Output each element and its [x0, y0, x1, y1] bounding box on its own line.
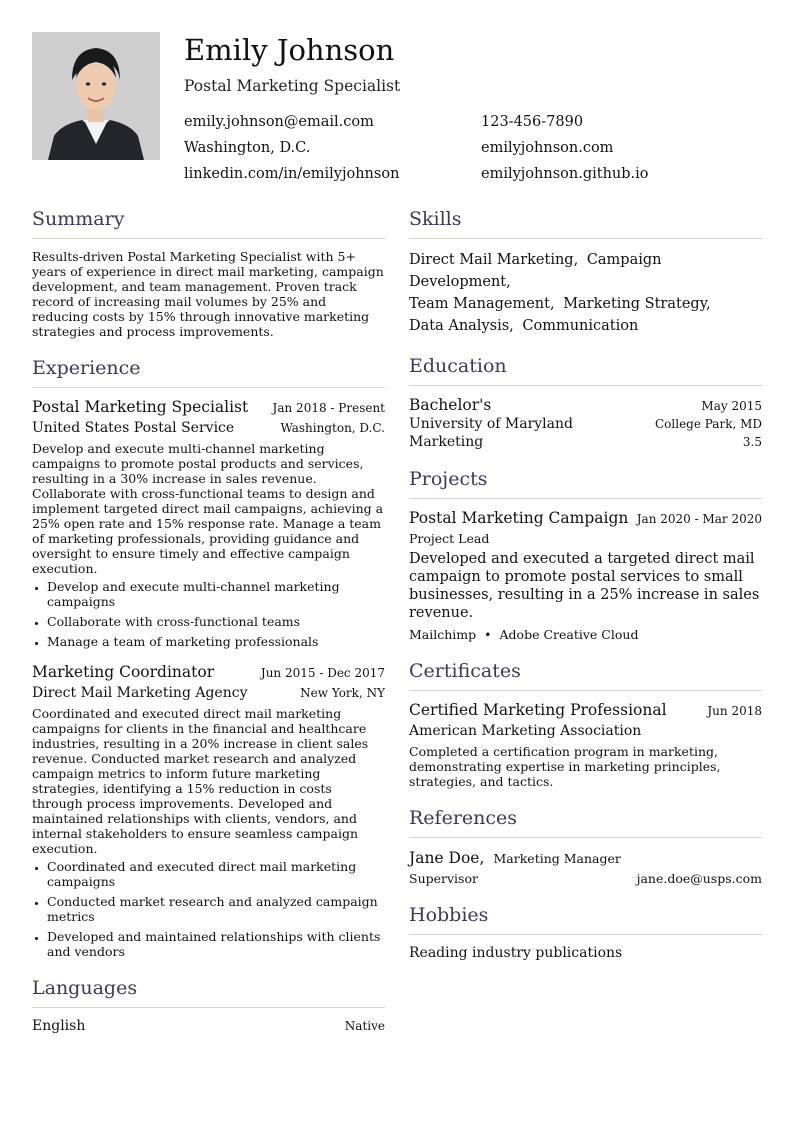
resume-header — [32, 32, 762, 192]
job-dates: Jun 2015 - Dec 2017 — [260, 666, 385, 680]
resume-page — [32, 32, 762, 1034]
skill-item: Direct Mail Marketing, — [409, 252, 579, 268]
phone-number[interactable]: 123-456-7890 — [481, 114, 584, 130]
projects-section — [409, 468, 762, 642]
section-title-hobbies: Hobbies — [409, 904, 762, 935]
education-location: College Park, MD — [654, 417, 762, 431]
reference-relationship: Supervisor — [409, 871, 478, 886]
left-column — [32, 208, 385, 1052]
highlight-item: • Develop and execute multi-channel marketing campaigns — [47, 579, 385, 609]
project-tools — [409, 627, 762, 642]
section-title-education: Education — [409, 355, 762, 386]
education-section — [409, 355, 762, 450]
reference-position: Marketing Manager — [493, 851, 621, 866]
job-location: Washington, D.C. — [280, 421, 385, 435]
reference-email[interactable]: jane.doe@usps.com — [636, 871, 762, 886]
skill-item: Campaign Development, — [409, 252, 662, 290]
references-section — [409, 807, 762, 886]
highlight-item: • Conducted market research and analyzed campaign metrics — [47, 894, 385, 924]
hobby-item: Reading industry publications — [409, 945, 623, 961]
section-title-summary: Summary — [32, 208, 385, 239]
section-title-experience: Experience — [32, 357, 385, 388]
section-title-certificates: Certificates — [409, 660, 762, 691]
profile-photo — [32, 32, 160, 160]
experience-section — [32, 357, 385, 959]
summary-section — [32, 208, 385, 339]
education-area: Marketing — [409, 434, 484, 450]
section-title-skills: Skills — [409, 208, 762, 239]
languages-section — [32, 977, 385, 1034]
skill-item: Team Management, — [409, 296, 555, 312]
job-dates: Jan 2018 - Present — [272, 401, 385, 415]
education-institution: University of Maryland — [409, 416, 573, 432]
job-description: Develop and execute multi-channel marketing campaigns to promote postal products and services, resulting in a 30% increase in sales revenue. Collaborate with cross-functional teams to design and implement targeted direct mail campaigns, achieving a 25% open rate and 15% response rate. Manage a team of marketing professionals, providing guidance and oversight to ensure timely and effective campaign execution. — [32, 441, 384, 576]
section-title-projects: Projects — [409, 468, 762, 499]
skill-item: Data Analysis, — [409, 318, 514, 334]
language-name: English — [32, 1018, 86, 1034]
candidate-headline: Postal Marketing Specialist — [184, 77, 401, 95]
candidate-name: Emily Johnson — [184, 33, 395, 67]
skill-item: Communication — [522, 318, 639, 334]
right-column — [409, 208, 762, 979]
section-title-languages: Languages — [32, 977, 385, 1008]
highlight-item: • Collaborate with cross-functional teams — [47, 614, 385, 629]
email-link[interactable]: emily.johnson@email.com — [184, 114, 374, 130]
project-role: Project Lead — [409, 531, 490, 546]
education-date: May 2015 — [701, 399, 762, 413]
experience-entry — [32, 398, 385, 649]
job-description: Coordinated and executed direct mail marketing campaigns for clients in the financial and healthcare industries, resulting in a 20% increase in client sales revenue. Conducted market research and analyzed campaign metrics to inform future marketing strategies, identifying a 15% reduction in costs through process improvements. Developed and maintained relationships with clients, vendors, and internal stakeholders to ensure seamless campaign execution. — [32, 706, 369, 856]
job-position: Postal Marketing Specialist — [32, 398, 249, 416]
tool-item: Adobe Creative Cloud — [499, 627, 639, 642]
reference-name: Jane Doe, — [409, 849, 485, 867]
certificate-date: Jun 2018 — [707, 704, 762, 718]
certificate-name: Certified Marketing Professional — [409, 701, 667, 719]
highlight-item: • Manage a team of marketing professionals — [47, 634, 385, 649]
education-score: 3.5 — [742, 435, 762, 449]
job-location: New York, NY — [300, 686, 385, 700]
skill-item: Marketing Strategy, — [563, 296, 711, 312]
project-name: Postal Marketing Campaign — [409, 509, 629, 527]
skills-list — [409, 249, 762, 337]
experience-entry — [32, 663, 385, 959]
hobbies-section — [409, 904, 762, 961]
summary-text: Results-driven Postal Marketing Specialist with 5+ years of experience in direct mail marketing, campaign development, and team management. Proven track record of increasing mail volumes by 25% and reducing costs by 15% through innovative marketing strategies and process improvements. — [32, 249, 384, 339]
linkedin-link[interactable]: linkedin.com/in/emilyjohnson — [184, 166, 400, 182]
highlight-item: • Developed and maintained relationships with clients and vendors — [47, 929, 385, 959]
tool-item: Mailchimp — [409, 627, 477, 642]
project-description: Developed and executed a targeted direct mail campaign to promote postal services to small businesses, resulting in a 25% increase in sales revenue. — [409, 551, 760, 621]
job-position: Marketing Coordinator — [32, 663, 215, 681]
education-degree: Bachelor's — [409, 396, 492, 414]
certificate-issuer: American Marketing Association — [409, 723, 642, 739]
website-link[interactable]: emilyjohnson.com — [481, 140, 614, 156]
github-link[interactable]: emilyjohnson.github.io — [481, 166, 649, 182]
section-title-references: References — [409, 807, 762, 838]
tool-separator: • — [484, 627, 492, 642]
location: Washington, D.C. — [184, 140, 311, 156]
project-dates: Jan 2020 - Mar 2020 — [636, 512, 762, 526]
highlight-item: • Coordinated and executed direct mail marketing campaigns — [47, 859, 385, 889]
language-fluency: Native — [344, 1019, 385, 1033]
job-highlights — [32, 579, 385, 649]
skills-section — [409, 208, 762, 337]
job-company: Direct Mail Marketing Agency — [32, 685, 248, 701]
certificates-section — [409, 660, 762, 789]
job-company: United States Postal Service — [32, 420, 235, 436]
certificate-description: Completed a certification program in marketing, demonstrating expertise in marketing principles, strategies, and tactics. — [409, 744, 721, 789]
job-highlights — [32, 859, 385, 959]
